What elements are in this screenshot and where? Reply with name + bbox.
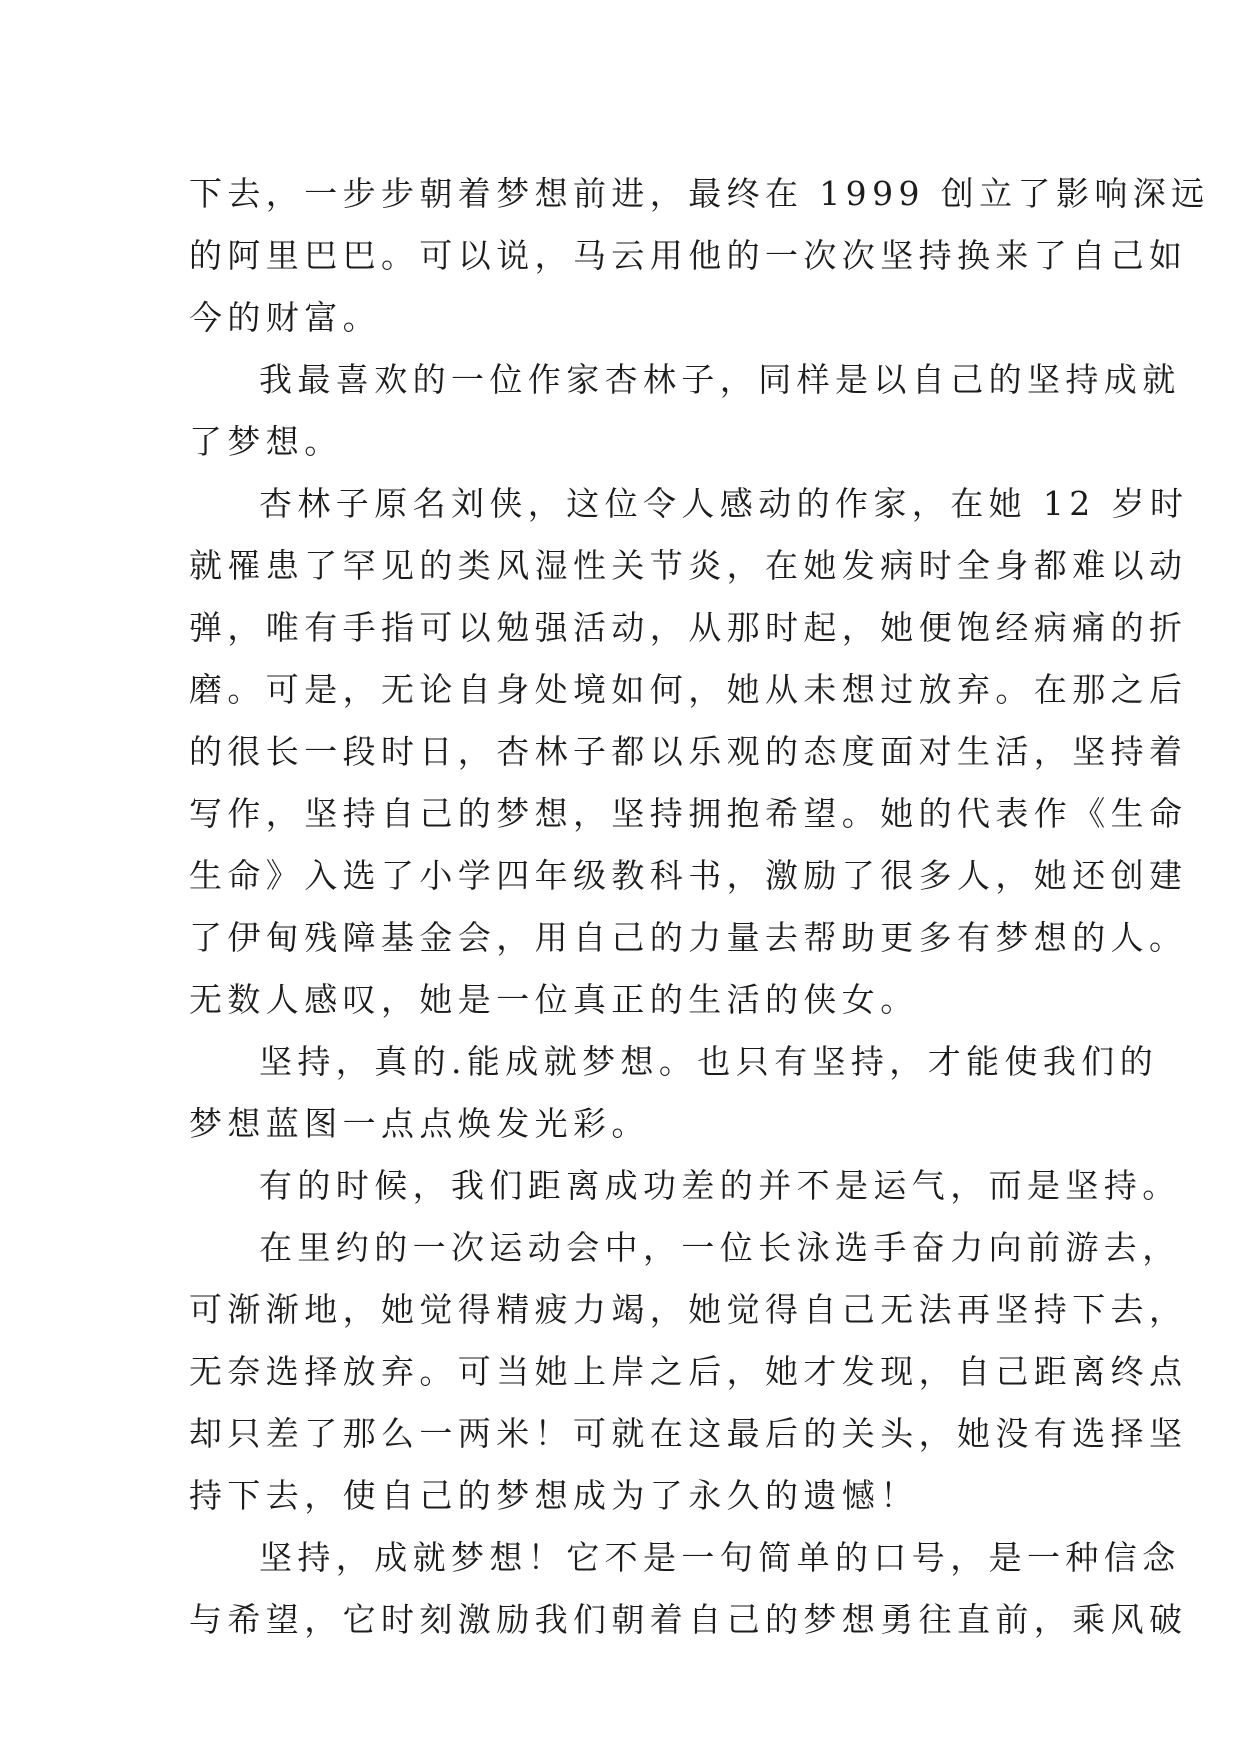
text-line: 了伊甸残障基金会，用自己的力量去帮助更多有梦想的人。 (189, 918, 1188, 957)
text-line: 梦想蓝图一点点焕发光彩。 (189, 1104, 650, 1143)
text-line: 磨。可是，无论自身处境如何，她从未想过放弃。在那之后 (189, 670, 1188, 709)
text-line: 与希望，它时刻激励我们朝着自己的梦想勇往直前，乘风破 (189, 1600, 1188, 1639)
text-line: 却只差了那么一两米！可就在这最后的关头，她没有选择坚 (189, 1414, 1188, 1453)
essay-body (189, 163, 1210, 1651)
text-line: 就罹患了罕见的类风湿性关节炎，在她发病时全身都难以动 (189, 546, 1188, 585)
text-line: 今的财富。 (189, 298, 381, 337)
text-line: 了梦想。 (189, 422, 343, 461)
text-line: 可渐渐地，她觉得精疲力竭，她觉得自己无法再坚持下去， (189, 1290, 1188, 1329)
paragraph-first-line: 我最喜欢的一位作家杏林子，同样是以自己的坚持成就 (259, 360, 1181, 399)
paragraph-first-line: 坚持，真的.能成就梦想。也只有坚持，才能使我们的 (259, 1042, 1159, 1081)
text-line: 的阿里巴巴。可以说，马云用他的一次次坚持换来了自己如 (189, 236, 1188, 275)
text-line: 持下去，使自己的梦想成为了永久的遗憾！ (189, 1476, 919, 1515)
text-line: 生命》入选了小学四年级教科书，激励了很多人，她还创建 (189, 856, 1188, 895)
paragraph-first-line: 有的时候，我们距离成功差的并不是运气，而是坚持。 (259, 1166, 1181, 1205)
text-line: 无数人感叹，她是一位真正的生活的侠女。 (189, 980, 919, 1019)
text-line: 的很长一段时日，杏林子都以乐观的态度面对生活，坚持着 (189, 732, 1188, 771)
text-line: 写作，坚持自己的梦想，坚持拥抱希望。她的代表作《生命 (189, 794, 1188, 833)
text-line: 下去，一步步朝着梦想前进，最终在 1999 创立了影响深远 (189, 174, 1210, 213)
paragraph-first-line: 杏林子原名刘侠，这位令人感动的作家，在她 12 岁时 (259, 484, 1189, 523)
paragraph-first-line: 坚持，成就梦想！它不是一句简单的口号，是一种信念 (259, 1538, 1181, 1577)
paragraph-first-line: 在里约的一次运动会中，一位长泳选手奋力向前游去， (259, 1228, 1181, 1267)
text-line: 弹，唯有手指可以勉强活动，从那时起，她便饱经病痛的折 (189, 608, 1188, 647)
text-line: 无奈选择放弃。可当她上岸之后，她才发现，自己距离终点 (189, 1352, 1188, 1391)
